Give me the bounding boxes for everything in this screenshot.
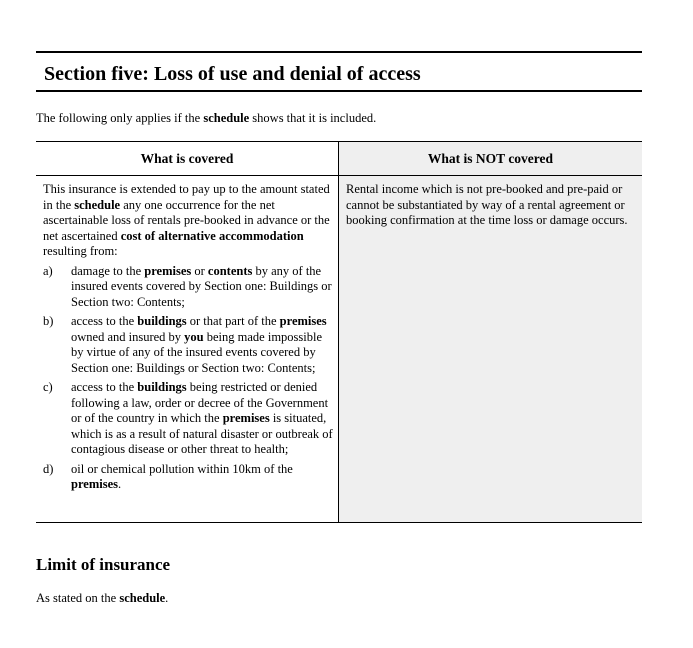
defined-term: premises: [144, 263, 192, 278]
what-is-covered-header: What is covered: [36, 142, 338, 176]
section-title: Section five: Loss of use and denial of access: [44, 63, 421, 85]
item-text: [71, 380, 333, 456]
limit-text-after: .: [165, 591, 169, 605]
covered-item: [43, 380, 335, 458]
defined-term: buildings: [137, 380, 187, 394]
text-run: .: [118, 477, 122, 491]
section-header: [36, 51, 642, 92]
defined-term: contents: [207, 263, 253, 278]
intro-text-before: The following only applies if the: [36, 111, 204, 125]
limit-heading: Limit of insurance: [36, 555, 171, 574]
item-marker: c): [43, 380, 53, 394]
item-text: [71, 462, 293, 492]
limit-text: [36, 591, 168, 606]
not-covered-text: Rental income which is not pre-booked and pre-paid or cannot be substantiated by way of a rental agreement or booking confirmation at the time loss or damage occurs.: [346, 182, 628, 227]
item-marker: d): [43, 461, 54, 476]
covered-items-list: [43, 264, 335, 493]
covered-item: [43, 264, 335, 311]
text-run: resulting from:: [43, 244, 118, 258]
text-run: or that part of the: [186, 314, 280, 328]
defined-term: buildings: [137, 314, 187, 328]
text-run: any one occurrence for the net ascertainable loss of rentals pre-booked in advance or the net ascertained: [43, 197, 330, 243]
what-is-not-covered-header: What is NOT covered: [339, 142, 642, 176]
item-marker: b): [43, 314, 54, 328]
defined-term: premises: [279, 314, 327, 328]
limit-text-before: As stated on the: [36, 591, 120, 605]
what-is-covered-content: [43, 182, 335, 493]
text-run: access to the: [71, 314, 138, 328]
text-run: is situated, which is as a result of natural disaster or outbreak of contagious disease or other threat to health;: [71, 411, 333, 456]
covered-item: [43, 314, 335, 376]
limit-text-schedule: schedule: [119, 591, 166, 605]
text-run: damage to the: [71, 263, 145, 278]
item-marker: a): [43, 263, 53, 278]
text-run: being made impossible by virtue of any of the insured events covered by Section one: Buildings or Section two: Contents;: [71, 329, 323, 375]
text-run: oil or chemical pollution within 10km of the: [71, 461, 293, 476]
text-run: access to the: [71, 380, 138, 394]
cover-table: [36, 141, 642, 523]
text-run: or: [191, 263, 208, 278]
what-is-covered-column: [36, 142, 338, 522]
text-run: being restricted or denied following a law, order or decree of the Government or of the country in which the: [71, 380, 329, 425]
covered-item: [43, 462, 335, 493]
intro-text-after: shows that it is included.: [249, 111, 377, 125]
item-text: [71, 264, 332, 309]
defined-term: schedule: [74, 197, 121, 212]
text-run: This insurance is extended to pay up to the amount stated in the: [43, 182, 330, 212]
covered-intro: [43, 182, 335, 260]
intro-text: [36, 111, 376, 126]
what-is-not-covered-content: [346, 182, 638, 229]
intro-text-schedule: schedule: [203, 111, 250, 125]
text-run: owned and insured by: [71, 329, 185, 344]
what-is-not-covered-column: [339, 142, 642, 522]
text-run: by any of the insured events covered by Section one: Buildings or Section two: Contents;: [71, 263, 332, 309]
item-text: [71, 314, 327, 375]
defined-term: premises: [222, 411, 270, 425]
defined-term: you: [184, 329, 204, 344]
defined-term: cost of alternative accommodation: [120, 228, 304, 243]
defined-term: premises: [71, 477, 118, 491]
